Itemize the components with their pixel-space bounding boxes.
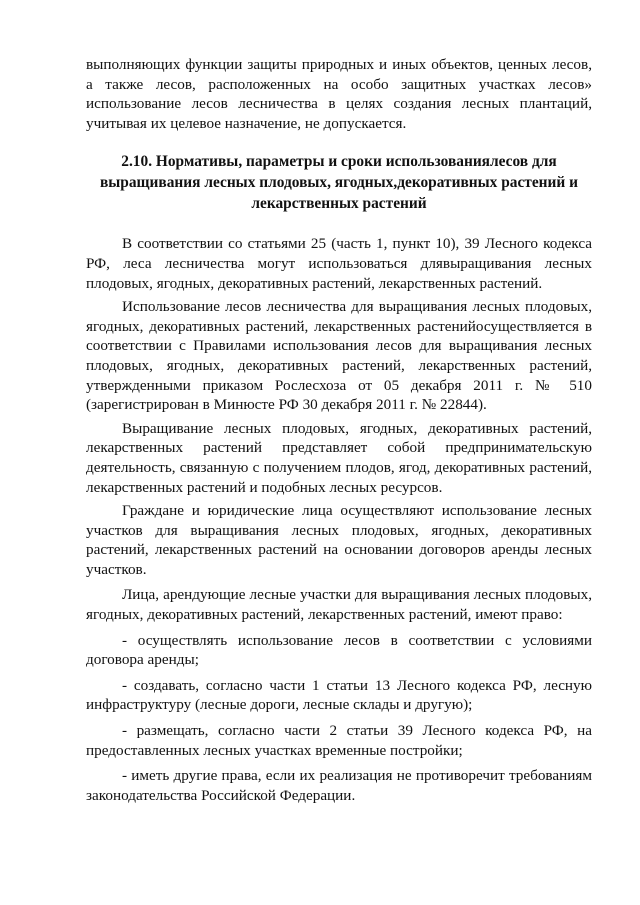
document-page <box>86 55 592 805</box>
paragraph-rules: Использование лесов лесничества для выращивания лесных плодовых, ягодных, декоративных растений, лекарственных растенийосуществляется в соответствии с Правилами использования лесов для выращивания лесных плодовых, ягодных, декоративных растений, лекарственных растений, утвержденными приказом Рослесхоза от 05 декабря 2011 г. № 510 (зарегистрирован в Минюсте РФ 30 декабря 2011 г. № 22844). <box>86 298 592 414</box>
continuation-paragraph: выполняющих функции защиты природных и иных объектов, ценных лесов, а также лесов, расположенных на особо защитных участках лесов» использование лесов лесничества в целях создания лесных плантаций, учитывая их целевое назначение, не допускается. <box>86 56 592 132</box>
paragraph-legal-basis: В соответствии со статьями 25 (часть 1, пункт 10), 39 Лесного кодекса РФ, леса лесничества могут использоваться длявыращивания лесных плодовых, ягодных, декоративных растений, лекарственных растений. <box>86 235 592 292</box>
paragraph-activity: Выращивание лесных плодовых, ягодных, декоративных растений, лекарственных растений представляет собой предпринимательскую деятельность, связанную с получением плодов, ягод, декоративных растений, лекарственных растений и подобных лесных ресурсов. <box>86 419 592 496</box>
list-item-infrastructure: - создавать, согласно части 1 статьи 13 Лесного кодекса РФ, лесную инфраструктуру (лесные дороги, лесные склады и другую); <box>86 676 592 714</box>
list-item-other-rights: - иметь другие права, если их реализация не противоречит требованиям законодательства Российской Федерации. <box>86 767 592 804</box>
paragraph-lease: Граждане и юридические лица осуществляют использование лесных участков для выращивания лесных плодовых, ягодных, декоративных растений, лекарственных растений на основании договоров аренды лесных участков. <box>86 502 592 578</box>
list-item-use-forests: - осуществлять использование лесов в соответствии с условиями договора аренды; <box>86 631 592 669</box>
list-item-temporary-buildings: - размещать, согласно части 2 статьи 39 Лесного кодекса РФ, на предоставленных лесных участках временные постройки; <box>86 722 592 759</box>
section-heading: 2.10. Нормативы, параметры и сроки использованиялесов для выращивания лесных плодовых, ягодных,декоративных растений и лекарственных растений <box>99 153 579 213</box>
paragraph-rights-intro: Лица, арендующие лесные участки для выращивания лесных плодовых, ягодных, декоративных растений, лекарственных растений, имеют право: <box>86 586 592 624</box>
